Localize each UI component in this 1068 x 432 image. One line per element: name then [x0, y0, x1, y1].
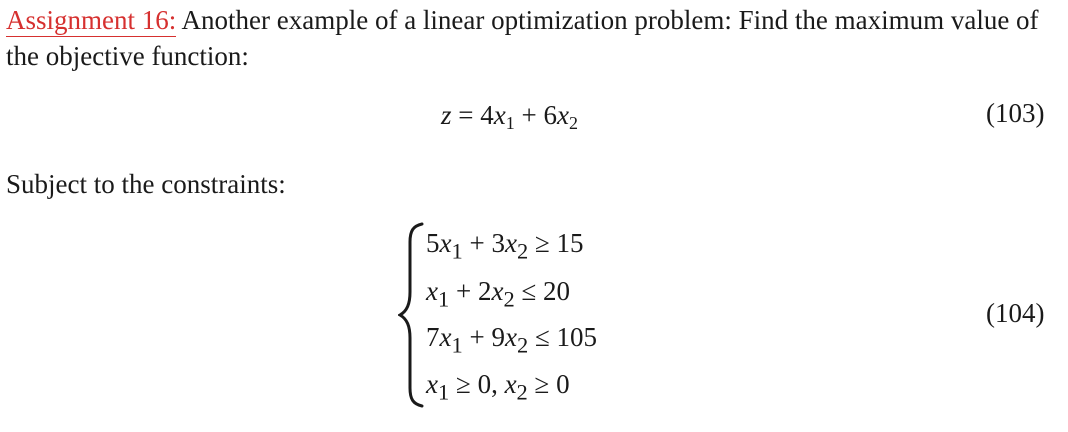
objective-lhs: z: [441, 100, 452, 130]
left-brace: [398, 222, 428, 408]
objective-s2: 2: [568, 113, 578, 133]
equation-number-103: (103): [986, 98, 1045, 128]
intro-text: Another example of a linear optimization problem: Find the maximum value of the objective function:: [6, 5, 1039, 71]
assignment-link[interactable]: Assignment 16:: [6, 5, 177, 35]
constraint-2: $x_1 + 2x_2 \le 20$: [426, 276, 571, 312]
subject-text: Subject to the constraints:: [6, 169, 286, 199]
objective-v2: x: [556, 100, 569, 130]
objective-equation: [441, 100, 578, 131]
objective-c2: 6: [543, 100, 557, 130]
objective-op: +: [514, 100, 544, 130]
intro-paragraph: [6, 2, 1062, 74]
constraint-3: $7x_1 + 9x_2 \le 105$: [426, 322, 598, 358]
equation-number-104: (104): [986, 298, 1045, 328]
constraint-1: $5x_1 + 3x_2 \ge 15$: [426, 228, 584, 264]
constraint-4: $x_1 \ge 0$, $x_2 \ge 0$: [426, 369, 570, 405]
objective-s1: 1: [505, 113, 515, 133]
objective-c1: 4: [480, 100, 494, 130]
objective-v1: x: [493, 100, 506, 130]
objective-rel: =: [451, 100, 481, 130]
